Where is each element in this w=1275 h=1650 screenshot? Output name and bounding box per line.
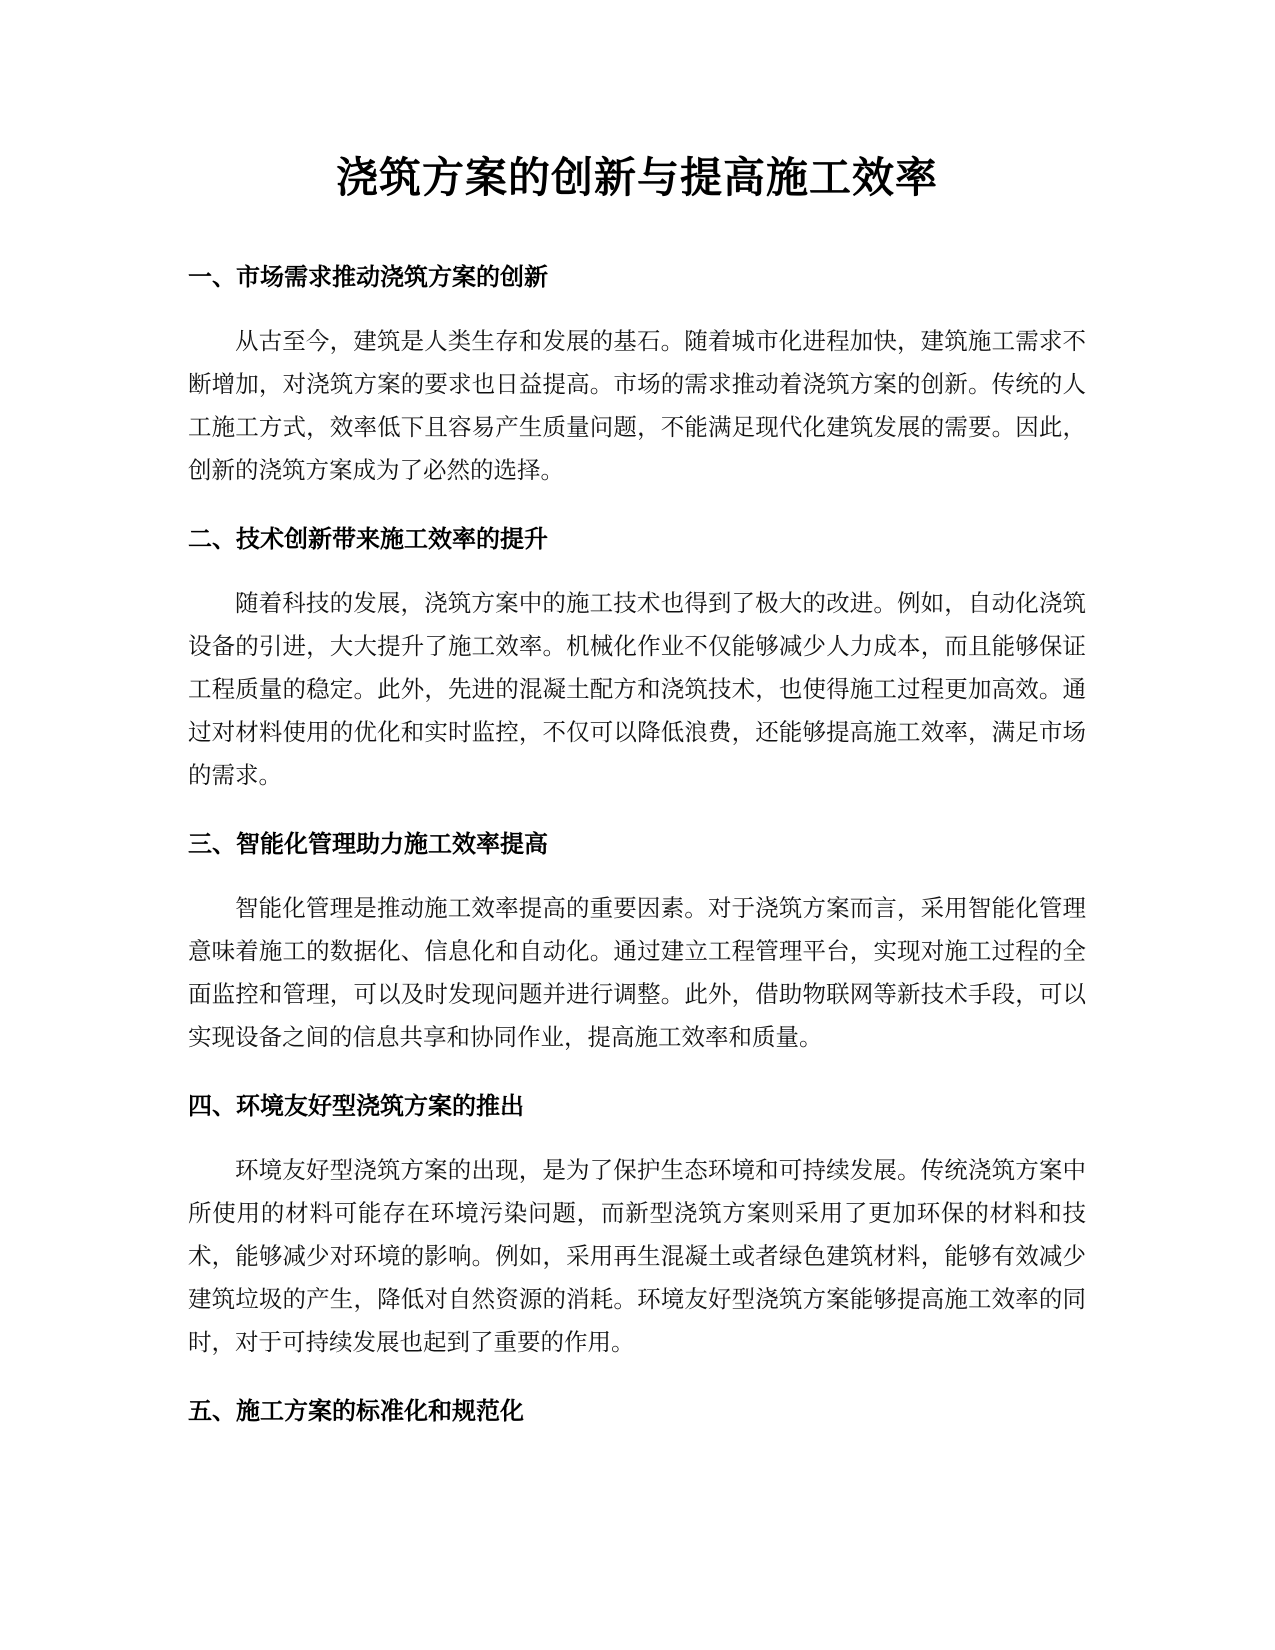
section-3-heading: 三、智能化管理助力施工效率提高 (188, 830, 548, 858)
section-4-heading: 四、环境友好型浇筑方案的推出 (188, 1092, 524, 1120)
section-2-heading: 二、技术创新带来施工效率的提升 (188, 525, 548, 553)
section-2-paragraph: 随着科技的发展，浇筑方案中的施工技术也得到了极大的改进。例如，自动化浇筑设备的引进，大大提升了施工效率。机械化作业不仅能够减少人力成本，而且能够保证工程质量的稳定。此外，先进的混凝土配方和浇筑技术，也使得施工过程更加高效。通过对材料使用的优化和实时监控，不仅可以降低浪费，还能够提高施工效率，满足市场的需求。 (188, 589, 1086, 789)
section-3-paragraph: 智能化管理是推动施工效率提高的重要因素。对于浇筑方案而言，采用智能化管理意味着施工的数据化、信息化和自动化。通过建立工程管理平台，实现对施工过程的全面监控和管理，可以及时发现问题并进行调整。此外，借助物联网等新技术手段，可以实现设备之间的信息共享和协同作业，提高施工效率和质量。 (188, 894, 1086, 1051)
document-content (188, 148, 1086, 1454)
section-1-paragraph: 从古至今，建筑是人类生存和发展的基石。随着城市化进程加快，建筑施工需求不断增加，对浇筑方案的要求也日益提高。市场的需求推动着浇筑方案的创新。传统的人工施工方式，效率低下且容易产生质量问题，不能满足现代化建筑发展的需要。因此，创新的浇筑方案成为了必然的选择。 (188, 327, 1086, 484)
document-title: 浇筑方案的创新与提高施工效率 (335, 153, 938, 202)
section-1-heading: 一、市场需求推动浇筑方案的创新 (188, 263, 548, 291)
section-4-paragraph: 环境友好型浇筑方案的出现，是为了保护生态环境和可持续发展。传统浇筑方案中所使用的材料可能存在环境污染问题，而新型浇筑方案则采用了更加环保的材料和技术，能够减少对环境的影响。例如，采用再生混凝土或者绿色建筑材料，能够有效减少建筑垃圾的产生，降低对自然资源的消耗。环境友好型浇筑方案能够提高施工效率的同时，对于可持续发展也起到了重要的作用。 (188, 1156, 1086, 1356)
section-5-heading: 五、施工方案的标准化和规范化 (188, 1397, 524, 1425)
